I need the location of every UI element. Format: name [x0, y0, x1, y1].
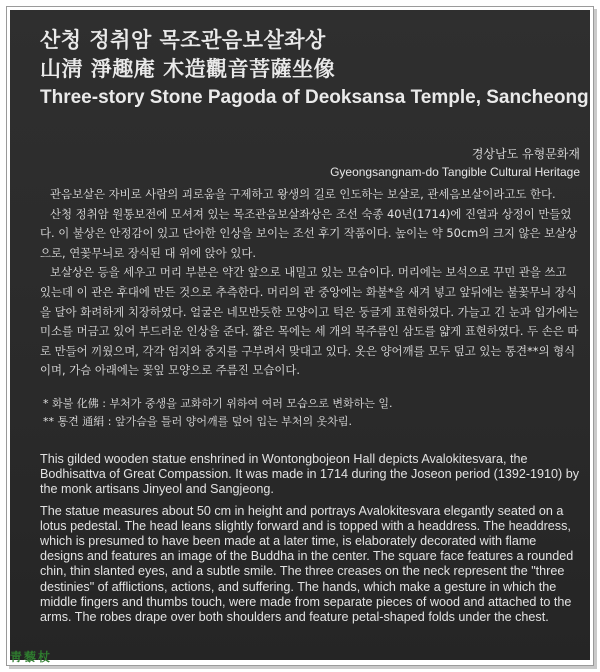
photographer-watermark: 靑藜杖 [10, 650, 53, 664]
korean-paragraph: 산청 정취암 원통보전에 모셔져 있는 목조관음보살좌상은 조선 숙종 40년(1714)에 진열과 상정이 만들었다. 이 불상은 안정감이 있고 단아한 인상을 보이는 조선 후기 작품이다. 높이는 약 50cm의 크지 않은 보살상으로, 연꽃무늬로 장식된 대 위에 앉아 있다. [40, 206, 578, 260]
designation-korean: 경상남도 유형문화재 [471, 147, 580, 161]
footnote: ** 통견 通絹 : 앞가슴을 틀러 양어깨를 덮어 입는 부처의 옷차림. [43, 415, 352, 428]
title-korean: 산청 정취암 목조관음보살좌상 [40, 28, 326, 52]
korean-description [40, 185, 580, 381]
heritage-designation [330, 145, 580, 181]
korean-paragraph: 보살상은 등을 세우고 머리 부분은 약간 앞으로 내밀고 있는 모습이다. 머리에는 보석으로 꾸민 관을 쓰고 있는데 이 관은 후대에 만든 것으로 추측한다. 머리의 관 중앙에는 화불*을 새겨 넣고 앞뒤에는 불꽃무늬 장식을 달아 화려하게 치장하였다. 얼굴은 네모반듯한 모양이고 턱은 둥글게 표현하였다. 가늘고 긴 눈과 입가에는 미소를 머금고 있어 부드러운 인상을 준다. 짧은 목에는 세 개의 목주름인 삼도를 얇게 표현하였다. 두 손은 따로 만들어 끼웠으며, 각각 엄지와 중지를 구부려서 맞대고 있다. 옷은 양어깨를 모두 덮고 있는 통견**의 형식이며, 가슴 아래에는 꽃잎 모양으로 주름진 모습이다. [40, 265, 579, 378]
english-paragraph: This gilded wooden statue enshrined in Wontongbojeon Hall depicts Avalokitesvara, the Bodhisattva of Great Compassion. It was made in 1714 during the Joseon period (1392-1910) by the monk artisans Jinyeol and Sangjeong. [40, 452, 580, 497]
signboard [10, 10, 590, 660]
korean-paragraph: 관음보살은 자비로 사람의 괴로움을 구제하고 왕생의 길로 인도하는 보살로, 관세음보살이라고도 한다. [50, 187, 556, 201]
footnotes [43, 395, 573, 431]
english-paragraph: The statue measures about 50 cm in height and portrays Avalokitesvara elegantly seated on a lotus pedestal. The head leans slightly forward and is topped with a headdress. The headdress, which is presumed to have been made at a later time, is elaborately decorated with flame designs and features an image of the Buddha in the center. The square face features a rounded chin, thin slanted eyes, and a subtle smile. The three creases on the neck represent the "three destinies" of afflictions, actions, and suffering. The hands, which make a gesture in which the middle fingers and thumbs touch, were made from separate pieces of wood and attached to the arms. The robes drape over both shoulders and feature petal-shaped folds under the chest. [40, 503, 574, 625]
english-description [40, 452, 580, 631]
title-hanja: 山淸 淨趣庵 木造觀音菩薩坐像 [40, 57, 336, 81]
footnote: * 화불 化佛 : 부처가 중생을 교화하기 위하여 여러 모습으로 변화하는 일. [43, 397, 393, 410]
designation-english: Gyeongsangnam-do Tangible Cultural Heritage [330, 165, 580, 179]
title-english: Three-story Stone Pagoda of Deoksansa Temple, Sancheong [40, 87, 589, 108]
